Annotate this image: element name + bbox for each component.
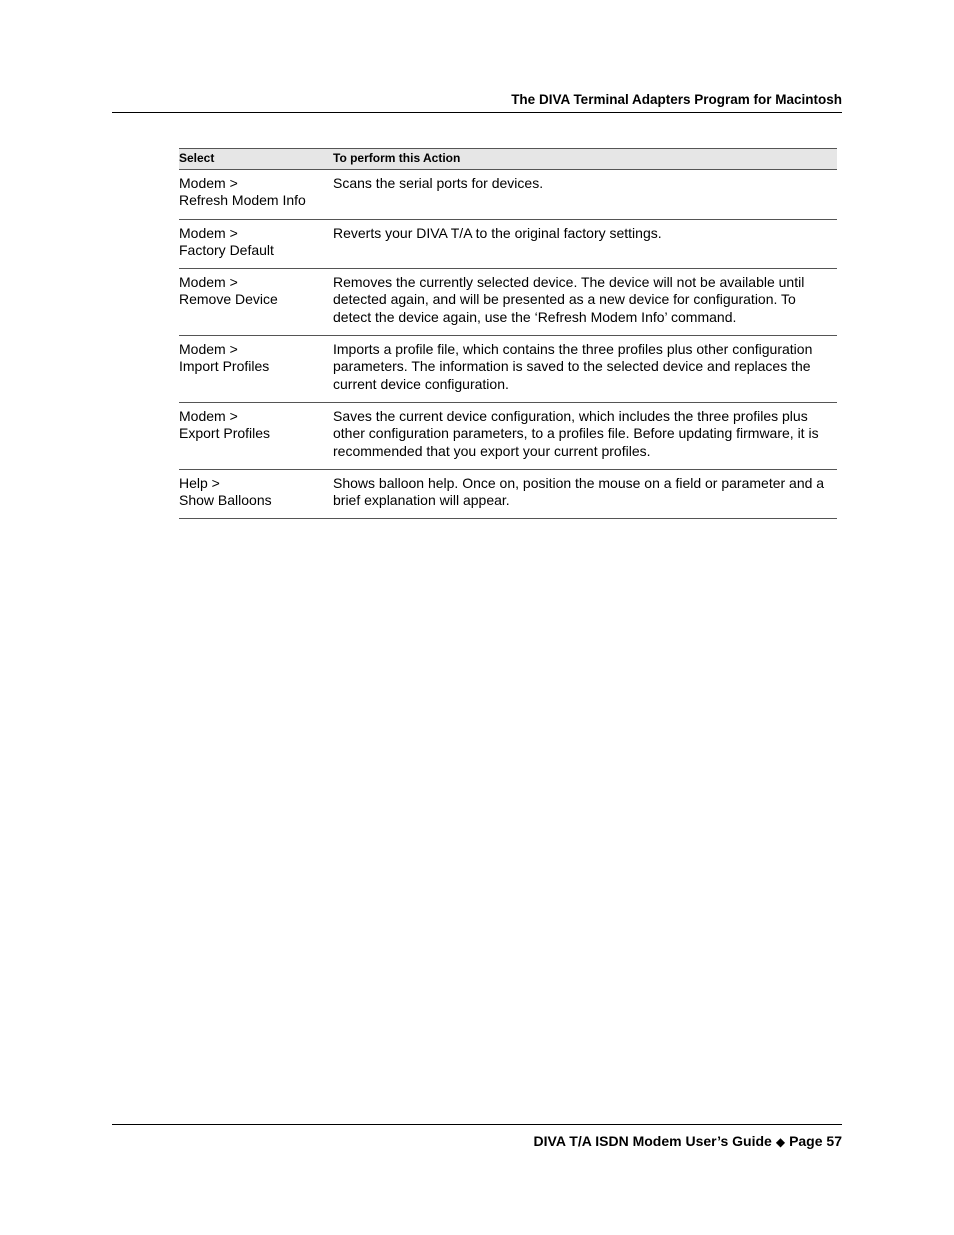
action-cell: Scans the serial ports for devices.: [333, 170, 837, 220]
select-cell: [179, 402, 333, 469]
action-cell: Shows balloon help. Once on, position the mouse on a field or parameter and a brief explanation will appear.: [333, 469, 837, 519]
action-cell: Imports a profile file, which contains the three profiles plus other configuration parameters. The information is saved to the selected device and replaces the current device configuration.: [333, 336, 837, 403]
table-row: [179, 170, 837, 220]
menu-name: Modem >: [179, 224, 238, 241]
menu-item-name: Remove Device: [179, 291, 278, 308]
menu-item-name: Refresh Modem Info: [179, 192, 306, 209]
action-cell: Removes the currently selected device. The device will not be available until detected again, and will be presented as a new device for configuration. To detect the device again, use the ‘Refresh Modem Info’ command.: [333, 269, 837, 336]
select-cell: [179, 219, 333, 269]
running-footer: [112, 1131, 842, 1152]
select-cell: [179, 170, 333, 220]
table-row: [179, 402, 837, 469]
table-row: [179, 336, 837, 403]
running-header: The DIVA Terminal Adapters Program for Macintosh: [511, 92, 842, 107]
guide-title: DIVA T/A ISDN Modem User’s Guide: [533, 1133, 772, 1149]
page-number: Page 57: [789, 1133, 842, 1149]
menu-item-name: Import Profiles: [179, 358, 270, 375]
select-cell: [179, 469, 333, 519]
menu-name: Help >: [179, 474, 220, 491]
menu-name: Modem >: [179, 341, 238, 358]
column-header-select: Select: [179, 149, 333, 170]
menu-commands-table: [179, 148, 837, 519]
menu-item-name: Show Balloons: [179, 492, 272, 509]
diamond-icon: ◆: [775, 1135, 786, 1149]
action-cell: Reverts your DIVA T/A to the original factory settings.: [333, 219, 837, 269]
select-cell: [179, 336, 333, 403]
menu-item-name: Factory Default: [179, 241, 274, 258]
menu-name: Modem >: [179, 407, 238, 424]
action-cell: Saves the current device configuration, which includes the three profiles plus other configuration parameters, to a profiles file. Before updating firmware, it is recommended that you export your current profiles.: [333, 402, 837, 469]
menu-name: Modem >: [179, 274, 238, 291]
column-header-action: To perform this Action: [333, 149, 837, 170]
table-row: [179, 469, 837, 519]
menu-item-name: Export Profiles: [179, 425, 271, 442]
select-cell: [179, 269, 333, 336]
table-header-row: [179, 149, 837, 170]
footer-divider: [112, 1124, 842, 1125]
table-row: [179, 269, 837, 336]
header-divider: [112, 112, 842, 113]
menu-name: Modem >: [179, 175, 238, 191]
table-row: [179, 219, 837, 269]
